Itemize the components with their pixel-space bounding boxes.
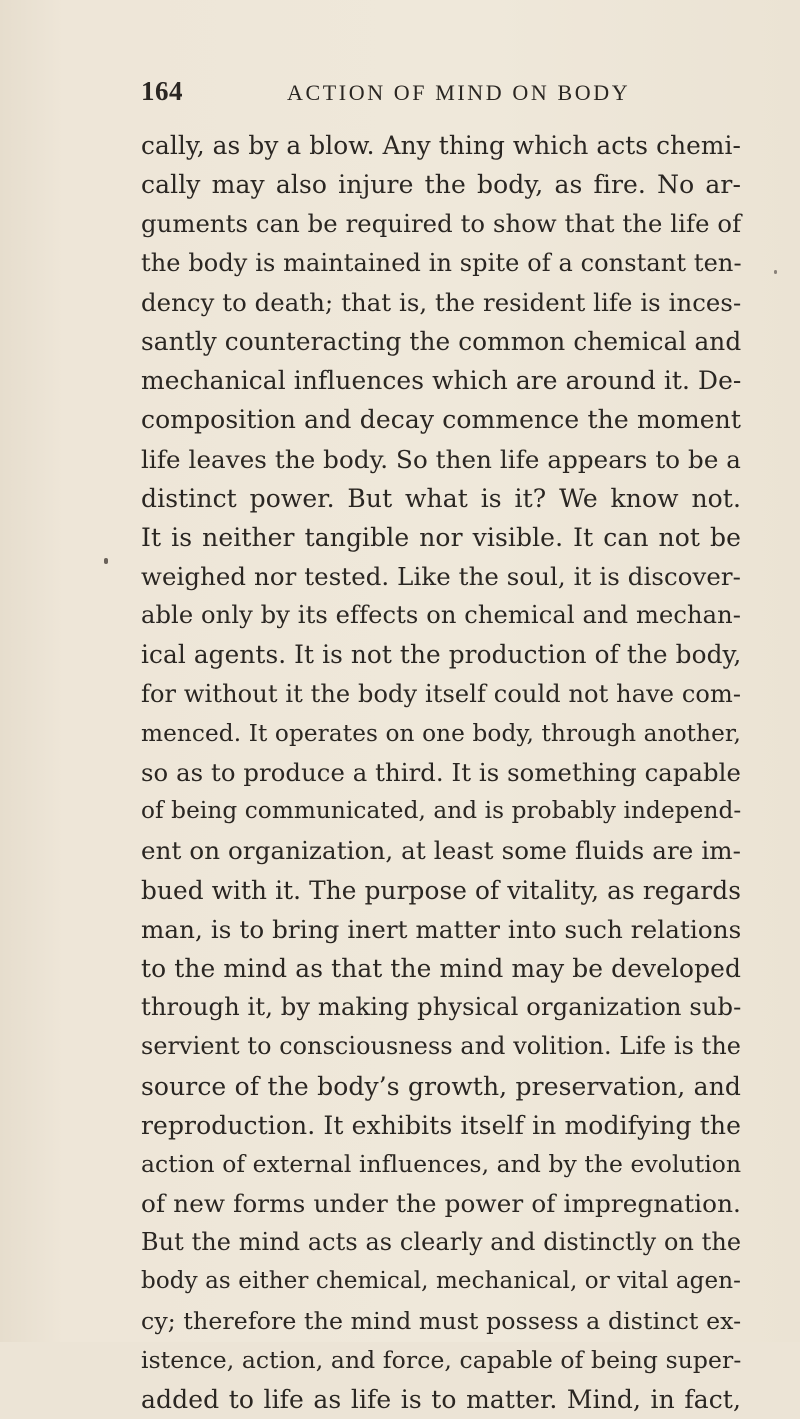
body-text (141, 126, 741, 1419)
running-head: ACTION OF MIND ON BODY (287, 80, 631, 105)
text-line: of new forms under the power of impregnation. (141, 1189, 741, 1219)
text-line: action of external influences, and by the evolution (141, 1149, 742, 1178)
text-line: distinct power. But what is it? We know not. (141, 483, 741, 513)
text-line: istence, action, and force, capable of being super- (141, 1345, 742, 1374)
text-line: cy; therefore the mind must possess a distinct ex- (141, 1306, 742, 1335)
text-line: life leaves the body. So then life appears to be a (141, 444, 742, 474)
text-line: of being communicated, and is probably independ- (141, 798, 742, 825)
text-line: ical agents. It is not the production of the body, (141, 640, 742, 670)
text-line: servient to consciousness and volition. Life is the (141, 1032, 741, 1061)
text-line: the body is maintained in spite of a constant ten- (141, 248, 742, 277)
text-line: so as to produce a third. It is something capable (141, 758, 741, 787)
text-line: through it, by making physical organization sub- (141, 993, 742, 1022)
page-header (141, 76, 721, 116)
text-line: But the mind acts as clearly and distinctly on the (141, 1228, 742, 1257)
text-line: mechanical influences which are around it. De- (141, 366, 742, 396)
text-line: ent on organization, at least some fluids are im- (141, 836, 741, 866)
ink-speck (774, 270, 777, 274)
text-line: man, is to bring inert matter into such relations (141, 914, 742, 944)
text-line: guments can be required to show that the life of (141, 209, 742, 239)
ink-speck (104, 558, 108, 564)
page-number: 164 (141, 76, 183, 106)
text-line: bued with it. The purpose of vitality, as regards (141, 875, 741, 905)
text-line: to the mind as that the mind may be developed (141, 953, 741, 983)
text-line: composition and decay commence the moment (141, 405, 741, 435)
text-line: source of the body’s growth, preservation, and (141, 1071, 741, 1101)
text-line: It is neither tangible nor visible. It can not be (141, 522, 741, 552)
text-line: reproduction. It exhibits itself in modifying the (141, 1110, 741, 1140)
text-line: body as either chemical, mechanical, or vital agen- (141, 1268, 741, 1295)
text-line: dency to death; that is, the resident life is inces- (141, 287, 742, 317)
text-line: added to life as life is to matter. Mind, in fact, (141, 1385, 741, 1414)
text-line: for without it the body itself could not have com- (141, 679, 742, 708)
text-line: menced. It operates on one body, through another, (141, 719, 741, 747)
text-line: cally, as by a blow. Any thing which acts chemi- (141, 131, 741, 160)
text-line: able only by its effects on chemical and mechan- (141, 601, 741, 630)
text-line: santly counteracting the common chemical and (141, 326, 742, 356)
text-line: cally may also injure the body, as fire. No ar- (141, 170, 741, 200)
text-line: weighed nor tested. Like the soul, it is discover- (141, 562, 741, 592)
